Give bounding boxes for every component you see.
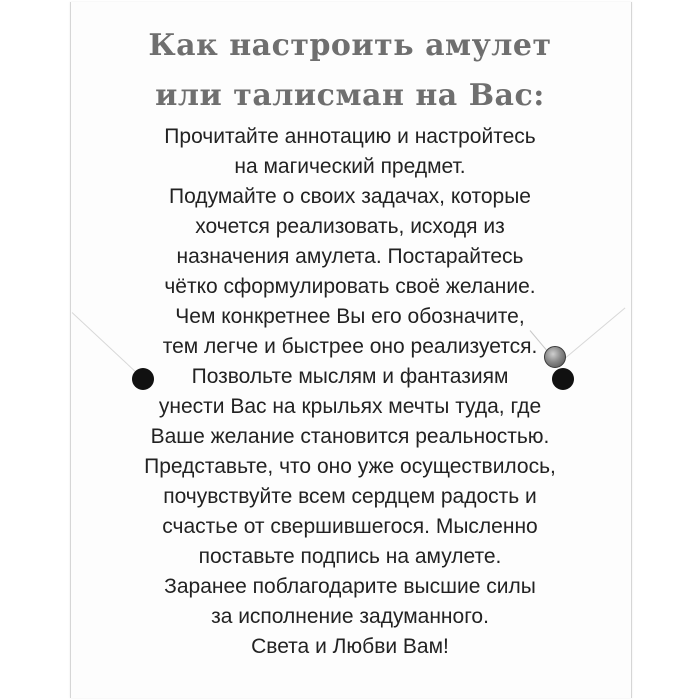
metal-bead — [544, 346, 566, 368]
card-hole-left — [132, 368, 154, 390]
body-line-9: Позвольте мыслям и фантазиям — [191, 365, 509, 388]
body-line-18: Света и Любви Вам! — [251, 635, 449, 658]
body-line-8: тем легче и быстрее оно реализуется. — [162, 335, 538, 358]
body-line-12: Представьте, что оно уже осуществилось, — [144, 455, 556, 478]
card-hole-right — [552, 368, 574, 390]
body-line-16: Заранее поблагодарите высшие силы — [164, 575, 536, 598]
body-line-4: хочется реализовать, исходя из — [195, 215, 505, 238]
body-line-2: на магический предмет. — [234, 155, 466, 178]
body-line-13: почувствуйте всем сердцем радость и — [163, 485, 537, 508]
body-line-17: за исполнение задуманного. — [211, 605, 489, 628]
body-line-7: Чем конкретнее Вы его обозначите, — [175, 305, 525, 328]
body-line-5: назначения амулета. Постарайтесь — [176, 245, 524, 268]
body-line-10: унести Вас на крыльях мечты туда, где — [158, 395, 542, 418]
body-line-6: чётко сформулировать своё желание. — [164, 275, 536, 298]
body-line-15: поставьте подпись на амулете. — [198, 545, 502, 568]
body-line-3: Подумайте о своих задачах, которые — [169, 185, 531, 208]
body-line-14: счастье от свершившегося. Мысленно — [162, 515, 538, 538]
body-line-11: Ваше желание становится реальностью. — [150, 425, 550, 448]
card-title-line-2: или талисман на Вас: — [155, 78, 545, 113]
body-line-1: Прочитайте аннотацию и настройтесь — [164, 125, 536, 148]
card-title-line-1: Как настроить амулет — [148, 28, 552, 63]
